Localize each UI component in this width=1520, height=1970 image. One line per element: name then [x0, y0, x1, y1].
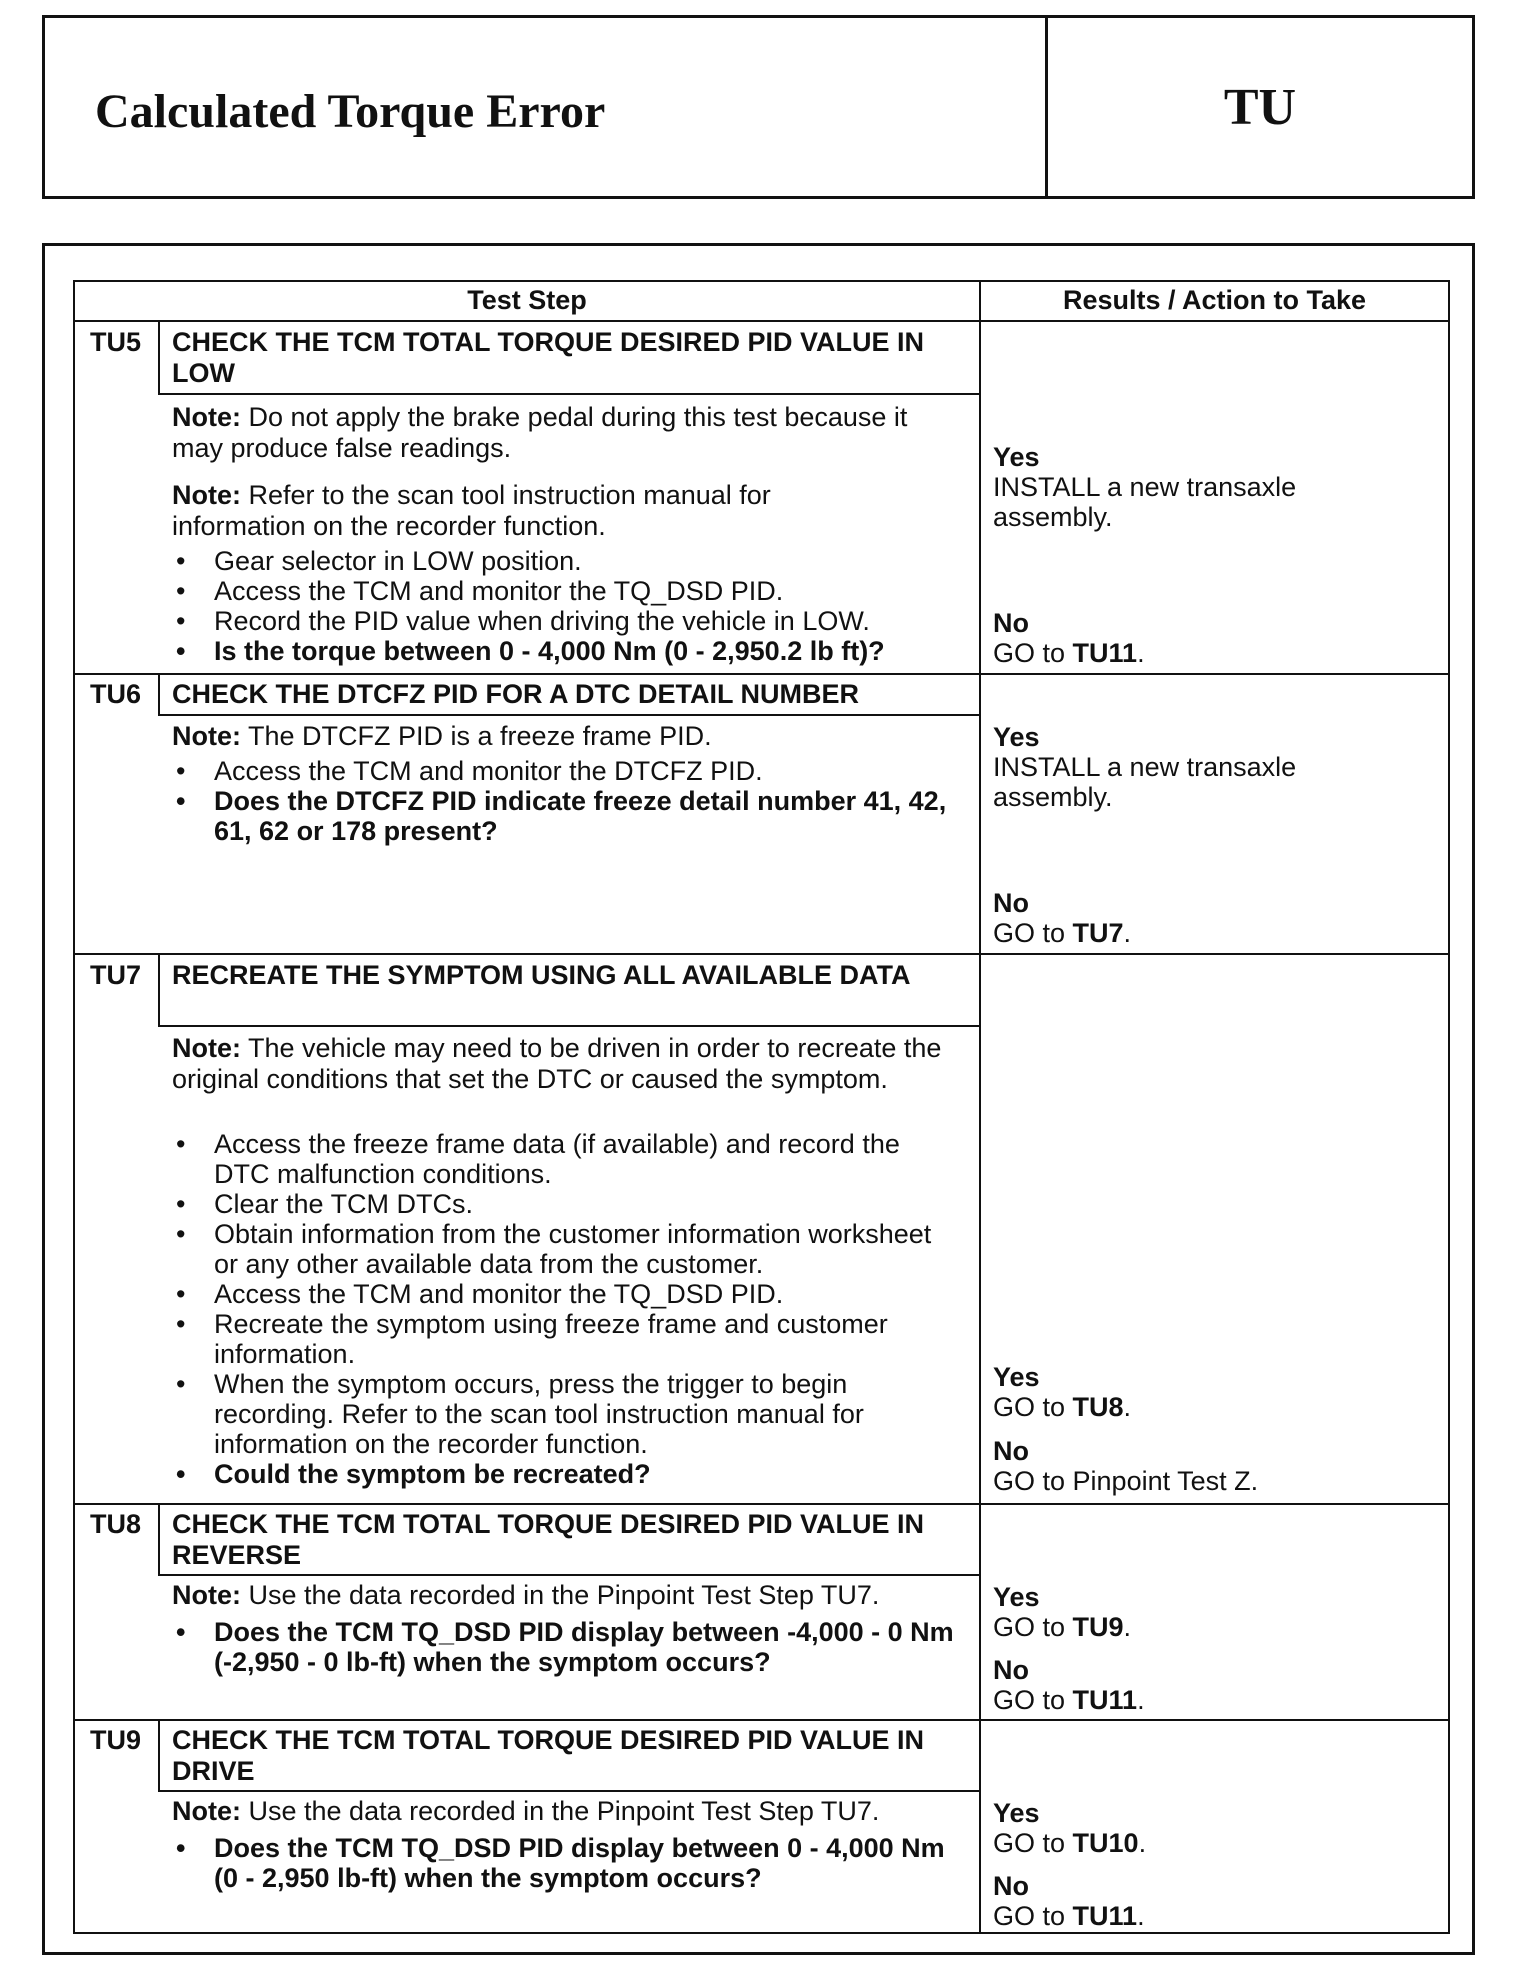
- step-id: TU8: [90, 1509, 142, 1539]
- list-item: • Clear the TCM DTCs.: [172, 1189, 962, 1219]
- list-item: • Access the TCM and monitor the DTCFZ PID.: [172, 756, 962, 786]
- step-title: CHECK THE TCM TOTAL TORQUE DESIRED PID VALUE IN REVERSE: [172, 1509, 925, 1570]
- step-id: TU7: [90, 960, 142, 990]
- list-item: • Record the PID value when driving the vehicle in LOW.: [172, 606, 885, 636]
- step-title: CHECK THE TCM TOTAL TORQUE DESIRED PID VALUE IN LOW: [172, 327, 925, 388]
- column-header-results: Results / Action to Take: [1062, 285, 1367, 315]
- step-question: • Does the TCM TQ_DSD PID display between -4,000 - 0 Nm (-2,950 - 0 lb-ft) when the symptom occurs?: [172, 1617, 962, 1677]
- result-no: No GO to TU11.: [993, 608, 1145, 668]
- result-no: No GO to TU11.: [993, 1871, 1145, 1931]
- list-item: • Access the TCM and monitor the TQ_DSD PID.: [172, 1279, 962, 1309]
- step-question: • Does the TCM TQ_DSD PID display between 0 - 4,000 Nm (0 - 2,950 lb-ft) when the symptom occurs?: [172, 1833, 962, 1893]
- step-note: Note: Use the data recorded in the Pinpoint Test Step TU7.: [172, 1580, 880, 1610]
- step-note: Note: The vehicle may need to be driven in order to recreate the original conditions that set the DTC or caused the symptom.: [172, 1033, 942, 1094]
- result-yes: Yes GO to TU10.: [993, 1798, 1147, 1858]
- section-code: TU: [1223, 78, 1297, 136]
- column-header-test-step: Test Step: [467, 285, 587, 315]
- step-bullets: [172, 546, 885, 666]
- step-id: TU9: [90, 1725, 142, 1755]
- step-bullets: [172, 756, 962, 846]
- result-yes: Yes GO to TU8.: [993, 1362, 1132, 1422]
- list-item: • Gear selector in LOW position.: [172, 546, 885, 576]
- list-item: • Recreate the symptom using freeze frame and customer information.: [172, 1309, 962, 1369]
- step-title: CHECK THE TCM TOTAL TORQUE DESIRED PID VALUE IN DRIVE: [172, 1725, 925, 1786]
- list-item: • Obtain information from the customer information worksheet or any other available data from the customer.: [172, 1219, 962, 1279]
- result-no: No GO to Pinpoint Test Z.: [993, 1436, 1259, 1496]
- list-item: • Access the TCM and monitor the TQ_DSD PID.: [172, 576, 885, 606]
- step-id: TU5: [90, 327, 142, 357]
- step-bullets: [172, 1833, 962, 1893]
- step-bullets: [172, 1129, 962, 1489]
- step-question: • Could the symptom be recreated?: [172, 1459, 962, 1489]
- step-id: TU6: [90, 679, 142, 709]
- list-item: • When the symptom occurs, press the trigger to begin recording. Refer to the scan tool instruction manual for information on the recorder function.: [172, 1369, 962, 1459]
- list-item: • Access the freeze frame data (if available) and record the DTC malfunction conditions.: [172, 1129, 962, 1189]
- result-no: No GO to TU7.: [993, 888, 1132, 948]
- result-yes: Yes INSTALL a new transaxle assembly.: [993, 722, 1297, 812]
- step-note: Note: Do not apply the brake pedal during this test because it may produce false readings.: [172, 402, 908, 463]
- result-yes: Yes GO to TU9.: [993, 1582, 1132, 1642]
- step-question: • Does the DTCFZ PID indicate freeze detail number 41, 42, 61, 62 or 178 present?: [172, 786, 962, 846]
- step-note: Note: Refer to the scan tool instruction manual for information on the recorder function.: [172, 480, 771, 541]
- step-bullets: [172, 1617, 962, 1677]
- page-title: Calculated Torque Error: [95, 85, 606, 138]
- page-header: [42, 15, 1475, 199]
- step-title: RECREATE THE SYMPTOM USING ALL AVAILABLE DATA: [172, 960, 911, 990]
- result-yes: Yes INSTALL a new transaxle assembly.: [993, 442, 1297, 532]
- result-no: No GO to TU11.: [993, 1655, 1145, 1715]
- step-note: Note: Use the data recorded in the Pinpoint Test Step TU7.: [172, 1796, 880, 1826]
- step-note: Note: The DTCFZ PID is a freeze frame PID.: [172, 721, 712, 751]
- step-question: • Is the torque between 0 - 4,000 Nm (0 - 2,950.2 lb ft)?: [172, 636, 885, 666]
- step-title: CHECK THE DTCFZ PID FOR A DTC DETAIL NUMBER: [172, 679, 859, 709]
